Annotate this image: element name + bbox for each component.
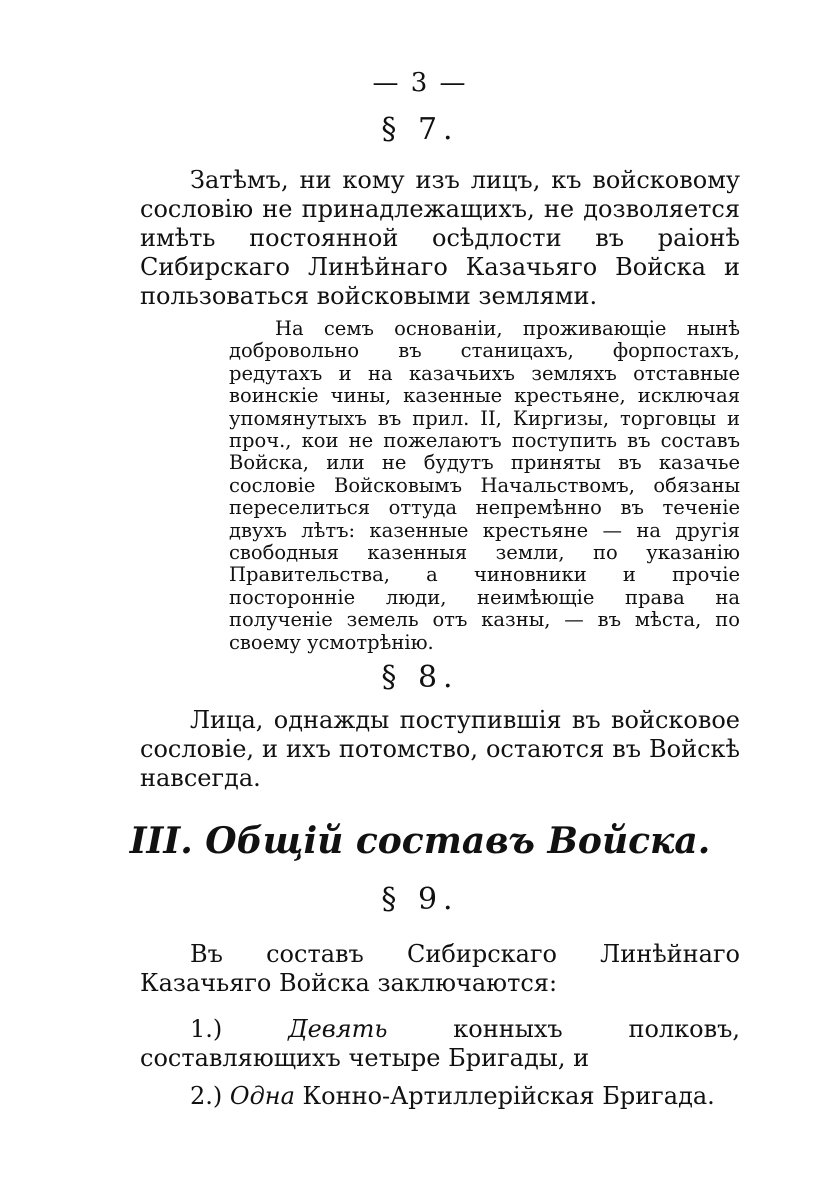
section-9-paragraph: Въ составъ Сибирскаго Линѣйнаго Казачьяго Войска заключаются: — [140, 940, 740, 997]
page-number: — 3 — — [372, 68, 468, 98]
section-8-paragraph: Лица, однажды поступившія въ войсковое сословіе, и ихъ потомство, остаются въ Войскѣ навсегда. — [140, 706, 740, 792]
list-item-2-emphasis: Одна — [229, 1082, 295, 1110]
list-item-1-emphasis: Девять — [288, 1015, 388, 1043]
list-item-1 — [140, 1015, 740, 1073]
list-item-2-text: Конно-Артиллерійская Бригада. — [294, 1082, 715, 1110]
chapter-3-title: III. Общій составъ Войска. — [129, 820, 711, 862]
section-7-heading: § 7. — [381, 112, 459, 147]
section-8-heading: § 8. — [381, 660, 459, 695]
list-item-2 — [140, 1082, 740, 1111]
list-item-1-text: конныхъ полковъ, составляющихъ четыре Бригады, и — [140, 1015, 740, 1072]
section-9-heading: § 9. — [381, 882, 459, 917]
list-item-1-number: 1.) — [190, 1015, 223, 1043]
section-7-paragraph: Затѣмъ, ни кому изъ лицъ, къ войсковому сословію не принадлежащихъ, не дозволяется имѣть постоянной осѣдлости въ раіонѣ Сибирскаго Линѣйнаго Казачьяго Войска и пользоваться войсковыми землями. — [140, 166, 740, 310]
section-7-note: На семъ основаніи, проживающіе нынѣ добровольно въ станицахъ, форпостахъ, редутахъ и на казачьихъ земляхъ отставные воинскіе чины, казенные крестьяне, исключая упомянутыхъ въ прил. II, Киргизы, торговцы и проч., кои не пожелаютъ поступить въ составъ Войска, или не будутъ приняты въ казачье сословіе Войсковымъ Начальствомъ, обязаны переселиться оттуда непремѣнно въ теченіе двухъ лѣтъ: казенные крестьяне — на другія свободныя казенныя земли, по указанію Правительства, а чиновники и прочіе посторонніе люди, неимѣющіе права на полученіе земель отъ казны, — въ мѣста, по своему усмотрѣнію. — [229, 317, 740, 654]
list-item-2-number: 2.) — [190, 1082, 223, 1110]
